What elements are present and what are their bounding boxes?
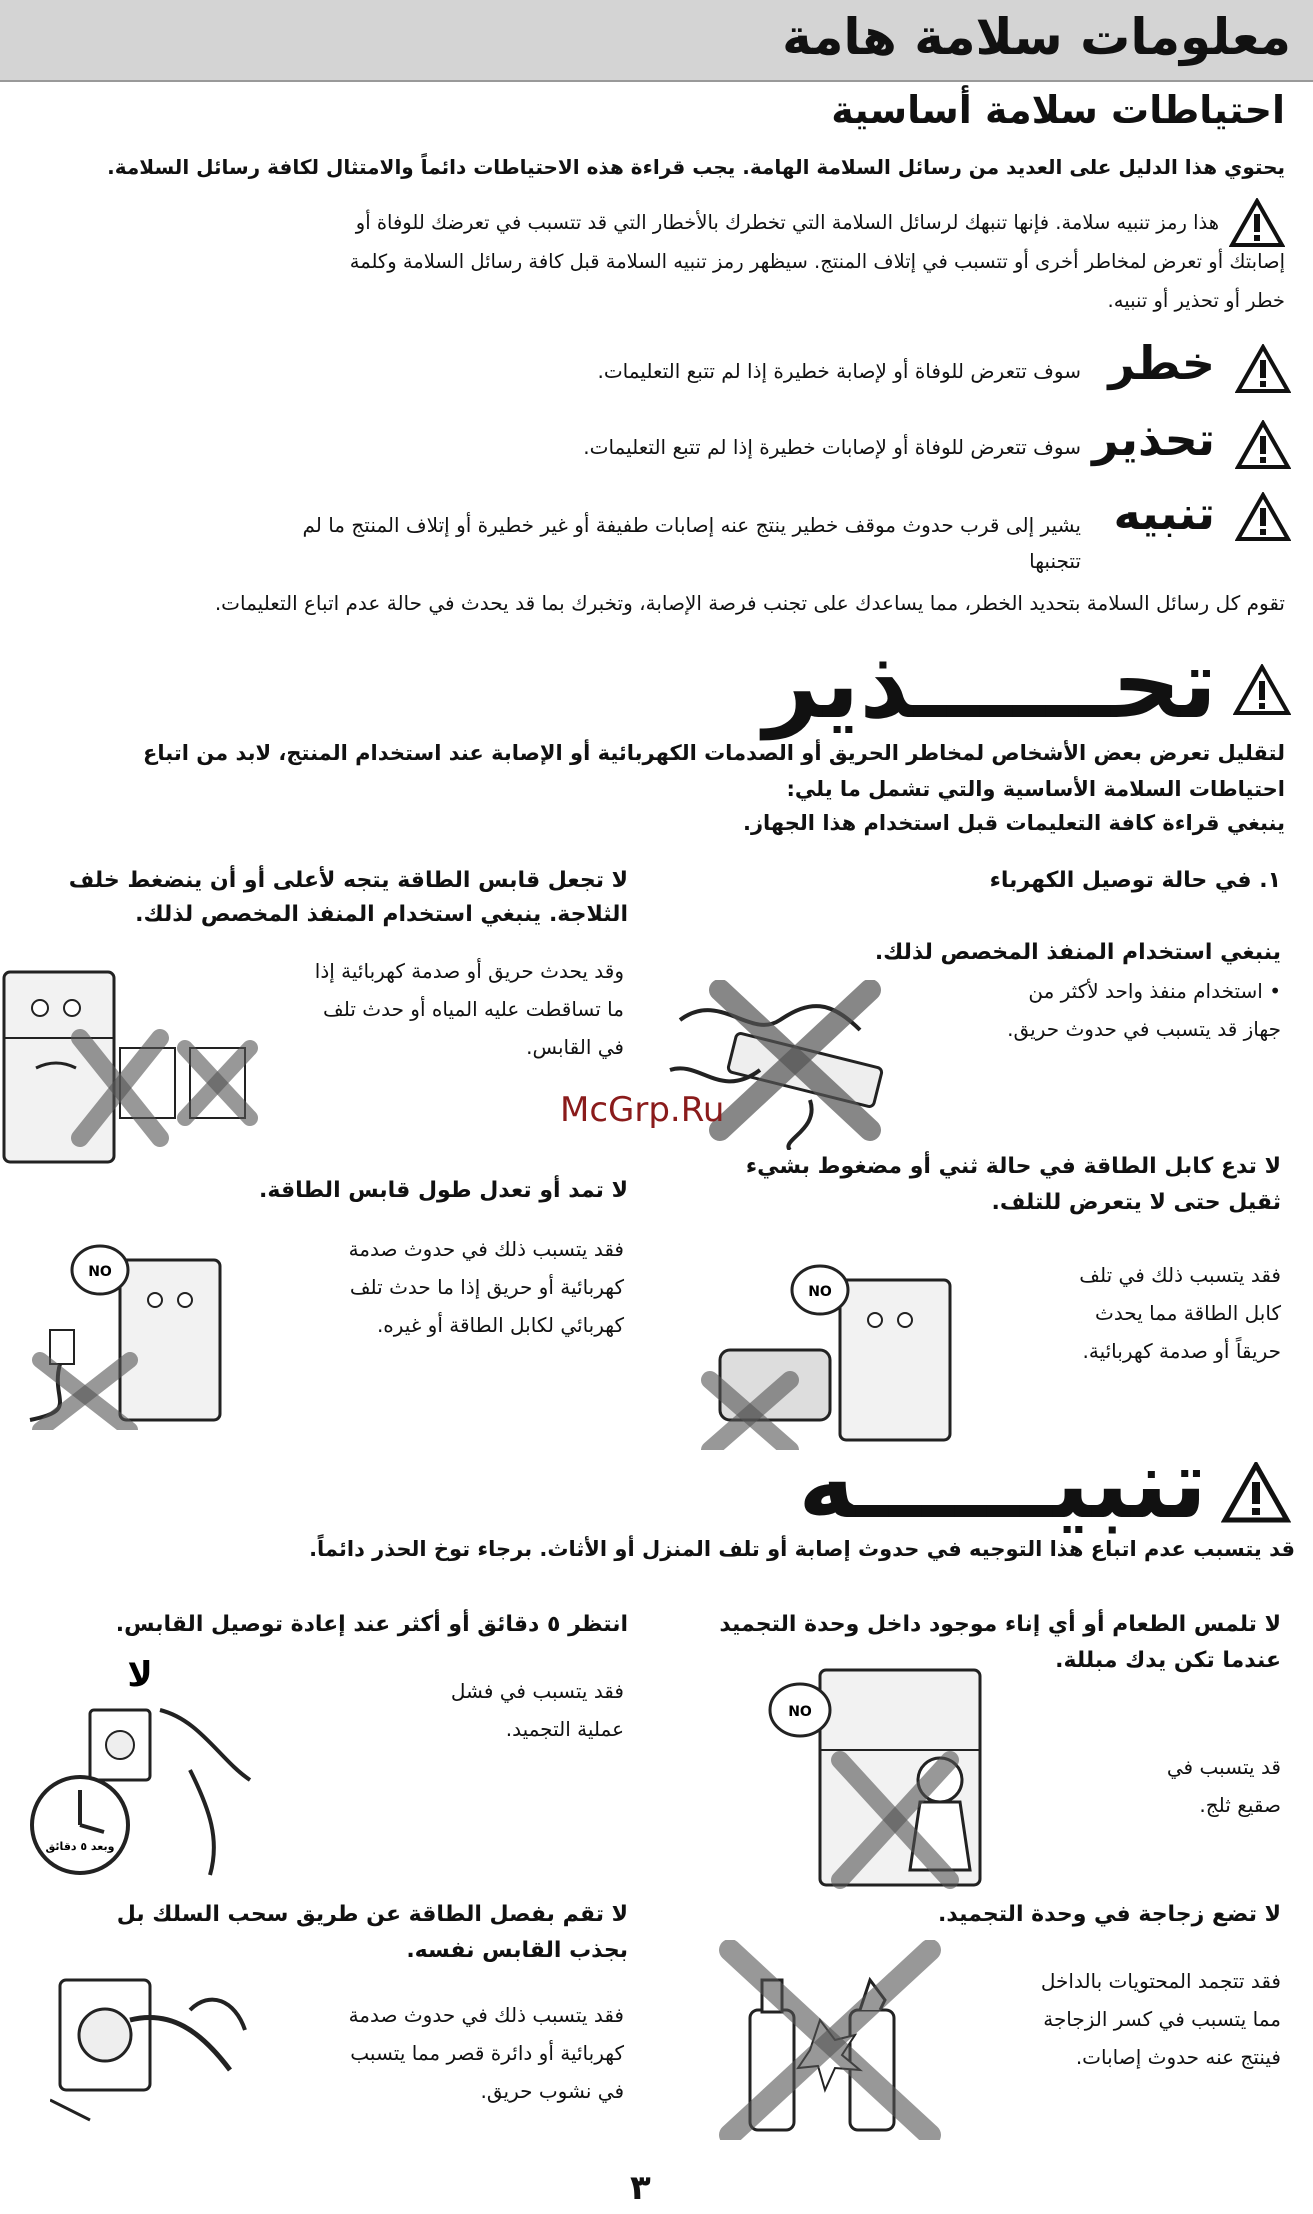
plug-up-b2: ما تساقطت عليه المياه أو حدث تلف xyxy=(323,997,624,1021)
unplug-title-1: لا تقم بفصل الطاقة عن طريق سحب السلك بل xyxy=(116,1902,628,1927)
warning-intro-3: ينبغي قراءة كافة التعليمات قبل استخدام هذا الجهاز. xyxy=(742,811,1285,835)
power-item-b1: • استخدام منفذ واحد لأكثر من xyxy=(1028,979,1281,1003)
unplug-title-2: بجذب القابس نفسه. xyxy=(406,1938,628,1963)
caution-heading: تنبيــــــه xyxy=(798,1428,1207,1540)
wait-b1: فقد يتسبب في فشل xyxy=(450,1679,624,1703)
power-item-title: ١. في حالة توصيل الكهرباء xyxy=(989,868,1281,893)
unplug-illustration xyxy=(50,1950,250,2130)
warning-triangle-icon xyxy=(1229,198,1285,248)
watermark: McGrp.Ru xyxy=(560,1090,725,1130)
page-title: معلومات سلامة هامة xyxy=(782,8,1291,66)
symbol-text-3: خطر أو تحذير أو تنبيه. xyxy=(1107,289,1285,312)
signal-text-danger: سوف تتعرض للوفاة أو لإصابة خطيرة إذا لم تتبع التعليمات. xyxy=(597,359,1081,383)
cable-b1: فقد يتسبب ذلك في تلف xyxy=(1079,1263,1281,1287)
summary-text: تقوم كل رسائل السلامة بتحديد الخطر، مما يساعدك على تجنب فرصة الإصابة، وتخبرك بما قد يحدث في حالة عدم اتباع التعليمات. xyxy=(214,591,1285,615)
extend-b2: كهربائية أو حريق إذا ما حدث تلف xyxy=(349,1275,624,1299)
no-label-1: NO xyxy=(808,1284,832,1300)
plug-up-title-1: لا تجعل قابس الطاقة يتجه لأعلى أو أن ينضغط خلف xyxy=(68,868,628,893)
page-number: ٣ xyxy=(630,2168,651,2208)
fridge-plug-illustration xyxy=(0,968,270,1168)
fridge-cable-illustration xyxy=(690,1230,980,1450)
plug-up-b3: في القابس. xyxy=(526,1035,624,1059)
signal-word-warning: تحذير xyxy=(1092,412,1215,466)
caution-signal-triangle-icon xyxy=(1235,492,1291,542)
header-band xyxy=(0,0,1313,82)
bottle-b3: فينتج عنه حدوث إصابات. xyxy=(1075,2045,1281,2069)
cable-title-2: ثقيل حتى لا يتعرض للتلف. xyxy=(991,1190,1281,1215)
warning-signal-triangle-icon xyxy=(1235,420,1291,470)
signal-text-caution: يشير إلى قرب حدوث موقف خطير ينتج عنه إصابات طفيفة أو غير خطيرة أو إتلاف المنتج ما لم xyxy=(302,513,1081,537)
unplug-b1: فقد يتسبب ذلك في حدوث صدمة xyxy=(348,2003,624,2027)
bottle-b2: مما يتسبب في كسر الزجاجة xyxy=(1043,2007,1281,2031)
caution-line: قد يتسبب عدم اتباع هذا التوجيه في حدوث إصابة أو تلف المنزل أو الأثاث. برجاء توخ الحذر دائماً. xyxy=(309,1537,1295,1561)
bottle-illustration xyxy=(710,1940,950,2140)
symbol-text-1: هذا رمز تنبيه سلامة. فإنها تنبهك لرسائل السلامة التي تخطرك بالأخطار التي قد تتسبب في تعرضك للوفاة أو xyxy=(355,211,1219,234)
touch-title-1: لا تلمس الطعام أو أي إناء موجود داخل وحدة التجميد xyxy=(719,1612,1281,1637)
no-label-3: NO xyxy=(788,1704,812,1720)
danger-triangle-icon xyxy=(1235,344,1291,394)
power-item-sub: ينبغي استخدام المنفذ المخصص لذلك. xyxy=(874,940,1281,965)
unplug-b3: في نشوب حريق. xyxy=(480,2079,624,2103)
touch-b2: صقيع ثلج. xyxy=(1199,1793,1281,1817)
touch-b1: قد يتسبب في xyxy=(1166,1755,1281,1779)
touch-title-2: عندما تكن يدك مبللة. xyxy=(1055,1648,1281,1673)
wait-title: انتظر ٥ دقائق أو أكثر عند إعادة توصيل القابس. xyxy=(115,1612,628,1637)
signal-text-warning: سوف تتعرض للوفاة أو لإصابات خطيرة إذا لم تتبع التعليمات. xyxy=(583,435,1081,459)
section-subtitle: احتياطات سلامة أساسية xyxy=(831,88,1285,132)
fridge-extend-illustration xyxy=(20,1230,250,1430)
extend-b1: فقد يتسبب ذلك في حدوث صدمة xyxy=(348,1237,624,1261)
bottle-b1: فقد تتجمد المحتويات بالداخل xyxy=(1040,1969,1281,1993)
bottle-title: لا تضع زجاجة في وحدة التجميد. xyxy=(938,1902,1281,1927)
plug-up-b1: وقد يحدث حريق أو صدمة كهربائية إذا xyxy=(314,959,624,983)
no-word: لا xyxy=(127,1655,153,1695)
wait-plug-illustration xyxy=(20,1650,260,1880)
no-label-2: NO xyxy=(88,1264,112,1280)
clock-label: وبعد ٥ دقائق xyxy=(45,1840,115,1853)
warning-intro-2: احتياطات السلامة الأساسية والتي تشمل ما يلي: xyxy=(786,777,1285,801)
unplug-b2: كهربائية أو دائرة قصر مما يتسبب xyxy=(350,2041,624,2065)
extend-title: لا تمد أو تعدل طول قابس الطاقة. xyxy=(259,1178,628,1203)
freezer-touch-illustration xyxy=(730,1660,990,1890)
warning-big-triangle-icon xyxy=(1233,664,1291,716)
symbol-text-2: إصابتك أو تعرض لمخاطر أخرى أو تتسبب في إتلاف المنتج. سيظهر رمز تنبيه السلامة قبل كافة رسائل السلامة وكلمة xyxy=(349,250,1285,273)
signal-text-caution-2: تتجنبها xyxy=(1029,549,1081,573)
caution-big-triangle-icon xyxy=(1221,1462,1291,1524)
wait-b2: عملية التجميد. xyxy=(505,1717,624,1741)
warning-intro-1: لتقليل تعرض بعض الأشخاص لمخاطر الحريق أو الصدمات الكهربائية أو الإصابة عند استخدام المنتج، لابد من اتباع xyxy=(143,741,1285,765)
intro-text: يحتوي هذا الدليل على العديد من رسائل السلامة الهامة. يجب قراءة هذه الاحتياطات دائماً والامتثال لكافة رسائل السلامة. xyxy=(107,155,1285,179)
cable-b2: كابل الطاقة مما يحدث xyxy=(1094,1301,1281,1325)
cable-b3: حريقاً أو صدمة كهربائية. xyxy=(1082,1339,1281,1363)
cable-title-1: لا تدع كابل الطاقة في حالة ثني أو مضغوط بشيء xyxy=(745,1154,1281,1179)
extend-b3: كهربائي لكابل الطاقة أو غيره. xyxy=(376,1313,624,1337)
power-item-b2: جهاز قد يتسبب في حدوث حريق. xyxy=(1007,1017,1281,1041)
warning-heading: تحــــــذير xyxy=(763,628,1217,740)
signal-word-danger: خطر xyxy=(1108,336,1215,390)
signal-word-caution: تنبيه xyxy=(1113,486,1215,540)
plug-up-title-2: الثلاجة. ينبغي استخدام المنفذ المخصص لذلك. xyxy=(135,902,628,927)
